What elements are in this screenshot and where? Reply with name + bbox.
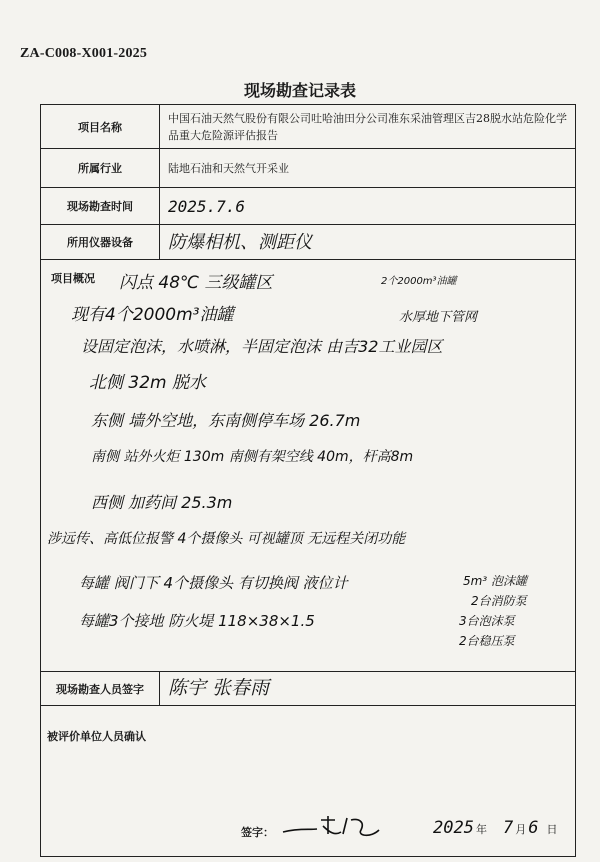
signature-label: 签字： <box>241 826 274 839</box>
project-name-row <box>41 105 575 149</box>
document-title: 现场勘查记录表 <box>243 81 356 100</box>
surveyor-row <box>41 672 575 706</box>
industry-label: 所属行业 <box>41 149 160 187</box>
survey-time-label: 现场勘查时间 <box>41 188 160 224</box>
date-month: 7 <box>502 818 514 838</box>
instruments-label: 所用仪器设备 <box>41 225 160 259</box>
overview-row <box>41 260 575 672</box>
survey-form-table <box>40 104 576 857</box>
overview-note: 北侧 32m 脱水 <box>89 373 206 393</box>
date-day: 6 <box>528 818 539 838</box>
signature-image <box>279 810 389 844</box>
date-month-unit: 月 <box>515 823 527 836</box>
overview-note: 现有4个2000m³油罐 <box>71 305 234 325</box>
overview-note: 涉远传、高低位报警 4个摄像头 可视罐顶 无远程关闭功能 <box>47 531 406 547</box>
date-day-unit: 日 <box>546 823 558 836</box>
confirm-row <box>41 706 575 856</box>
overview-right-note: 2台消防泵 <box>471 594 527 608</box>
confirm-label: 被评价单位人员确认 <box>47 730 146 743</box>
document-code: ZA-C008-X001-2025 <box>20 46 148 61</box>
survey-time-row <box>41 188 575 225</box>
industry-value: 陆地石油和天然气开采业 <box>168 161 289 175</box>
industry-row <box>41 149 575 188</box>
overview-right-note: 3台泡沫泵 <box>459 614 515 628</box>
overview-note: 闪点 48℃ 三级罐区 <box>119 273 273 293</box>
overview-note: 东侧 墙外空地，东南侧停车场 26.7m <box>91 411 361 430</box>
overview-note: 每罐3个接地 防火堤 118×38×1.5 <box>79 612 315 630</box>
signature-date <box>433 818 557 838</box>
project-name-label: 项目名称 <box>41 105 160 148</box>
surveyor-label: 现场勘查人员签字 <box>41 672 160 705</box>
overview-note: 西侧 加药间 25.3m <box>91 493 233 512</box>
instruments-value: 防爆相机、测距仪 <box>168 231 312 253</box>
overview-right-note: 2台稳压泵 <box>459 634 515 648</box>
date-year: 2025 <box>433 818 474 838</box>
date-year-unit: 年 <box>475 823 487 836</box>
overview-right-note: 5m³ 泡沫罐 <box>463 574 527 588</box>
overview-side-note: 水厚地下管网 <box>399 310 478 325</box>
overview-note: 设固定泡沫，水喷淋，半固定泡沫 由吉32工业园区 <box>81 337 443 356</box>
project-name-value: 中国石油天然气股份有限公司吐哈油田分公司准东采油管理区吉28脱水站危险化学品重大危险源评估报告 <box>168 111 567 142</box>
overview-side-note: 2个2000m³油罐 <box>381 276 457 287</box>
overview-label: 项目概况 <box>51 272 95 285</box>
survey-time-value: 2025.7.6 <box>168 196 246 216</box>
surveyor-names: 陈宇 张春雨 <box>168 677 270 699</box>
overview-note: 每罐 阀门下 4个摄像头 有切换阀 液位计 <box>79 574 348 592</box>
instruments-row <box>41 225 575 260</box>
overview-note: 南侧 站外火炬 130m 南侧有架空线 40m，杆高8m <box>91 449 414 465</box>
